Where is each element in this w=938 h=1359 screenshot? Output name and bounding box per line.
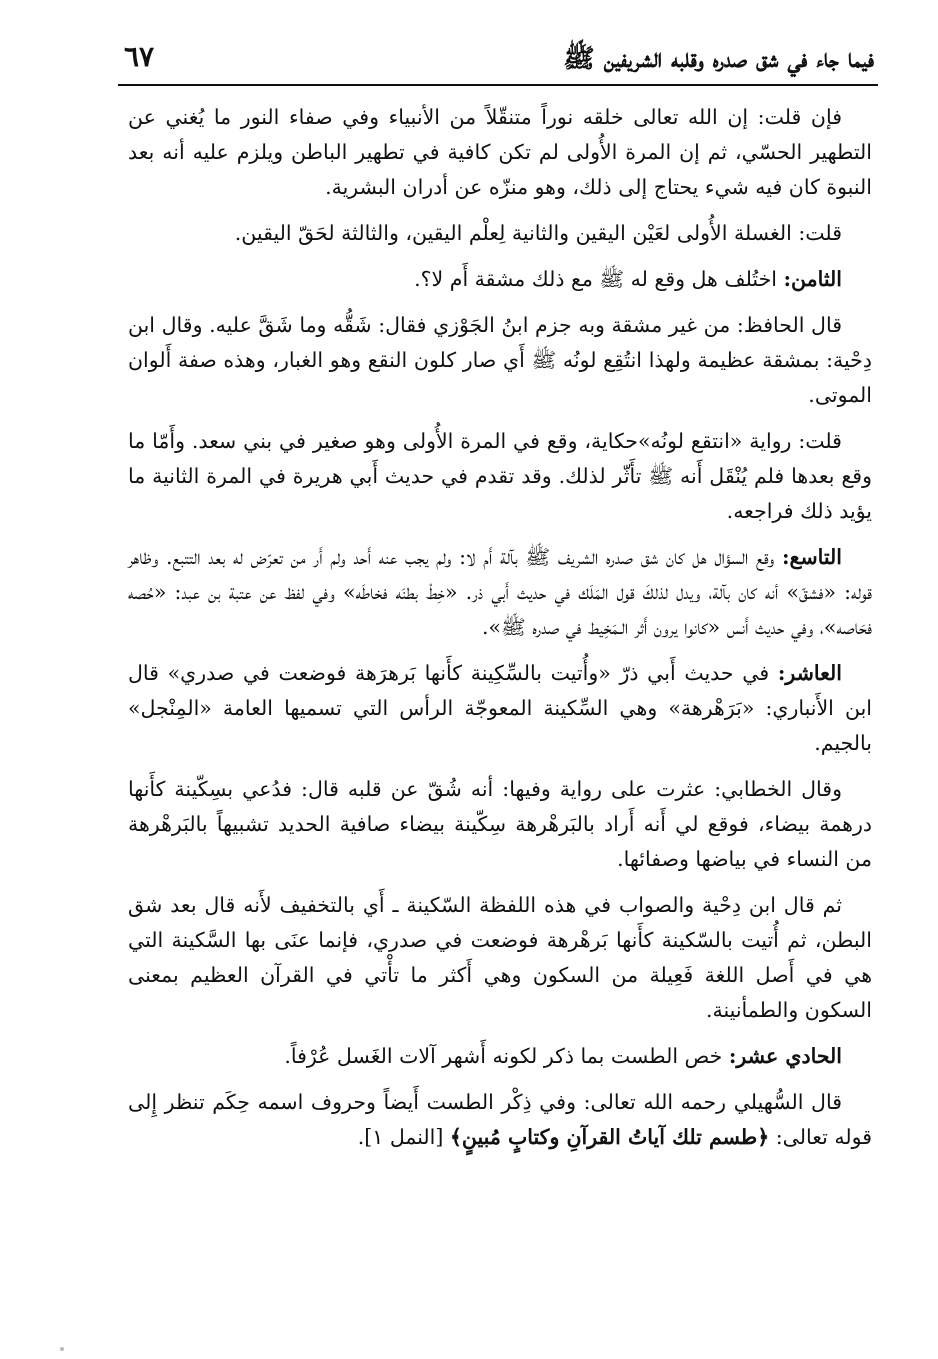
- page-body: [128, 100, 872, 1166]
- paragraph: [128, 424, 872, 529]
- quran-quote: ﴿طسم تلك آياتُ القرآنِ وكتابٍ مُبينٍ﴾: [449, 1125, 770, 1149]
- paragraph: [128, 1085, 872, 1155]
- paragraph-text: قلت: الغسلة الأُولى لعَيْن اليقين والثانية لِعلْم اليقين، والثالثة لحَقّ اليقين.: [234, 221, 842, 245]
- paragraph-text: وقع السؤال هل كان شق صدره الشريف ﷺ بآلة أَم لا: ولم يجب عنه أَحد ولم أَر من تعرّض له بعد التتبع. وظاهر قوله: «فشقّ» أنه كان بآلة، ويدل لذلكَ قول المَلَك في حديث أَبي ذر. «خِطْ بطنَه فخاطَه» وفي لفظ عن عتبة بن عبد: «حُصه فحَاصه»، وفي حديث أَنس «كانوا يرون أَثر الـمَخِيط في صدره ﷺ».: [128, 545, 872, 639]
- paragraph: [128, 100, 872, 205]
- paragraph-lead: التاسع:: [781, 545, 842, 569]
- paragraph-text: قلت: رواية «انتقع لونُه»حكاية، وقع في المرة الأُولى وهو صغير في بني سعد. وأَمّا ما وقع بعدها فلم يُنْقَل أَنه ﷺ تأَثّر لذلك. وقد تقدم في حديث أَبي هريرة في المرة الثانية ما يؤيد ذلك فراجعه.: [128, 429, 872, 523]
- paragraph: [128, 888, 872, 1028]
- paragraph: [128, 308, 872, 413]
- page-header: [118, 38, 878, 86]
- paragraph-lead: الحادي عشر:: [728, 1044, 842, 1068]
- paragraph: [128, 1039, 872, 1074]
- running-head: فيما جاء في شق صدره وقلبه الشريفين ﷺ: [563, 44, 874, 74]
- paragraph: [128, 656, 872, 761]
- paragraph-text: اختُلف هل وقع له ﷺ مع ذلك مشقة أَم لا؟.: [414, 267, 784, 291]
- paragraph-text: قال الحافظ: من غير مشقة وبه جزم ابنُ الجَوْزي فقال: شَقُّه وما شَقَّ عليه. وقال ابن دِحْية: بمشقة عظيمة ولهذا انتُقِع لونُه ﷺ أَي صار كلون النقع وهو الغبار، وهذه صفة أَلوان الموتى.: [128, 313, 872, 407]
- paragraph-text: وقال الخطابي: عثرت على رواية وفيها: أنه شُقّ عن قلبه قال: فدُعي بسِكّينة كأَنها درهمة بيضاء، فوقع لي أَنه أَراد بالبَرهْرهة سِكّينة بيضاء صافية الحديد تشبيهاً بالبَرهْرهة من النساء في بياضها وصفائها.: [128, 777, 872, 871]
- paragraph: [128, 540, 872, 645]
- citation: [النمل ١].: [357, 1125, 450, 1149]
- paragraph-text: ثم قال ابن دِحْية والصواب في هذه اللفظة السّكينة ـ أَي بالتخفيف لأَنه قال بعد شق البطن، ثم أُتيت بالسّكينة كأَنها بَرهْرهة فوضعت في صدري، فإنما عنَى بها السَّكينة التي هي في أَصل اللغة فَعِيلة من السكون وهي أَكثر ما تأْتي في القرآن العظيم بمعنى السكون والطمأنينة.: [128, 893, 872, 1022]
- page-speck: [60, 1347, 64, 1351]
- paragraph: [128, 262, 872, 297]
- paragraph-lead: الثامن:: [783, 267, 842, 291]
- paragraph-text: خص الطست بما ذكر لكونه أَشهر آلات الغَسل عُرْفاً.: [284, 1044, 729, 1068]
- paragraph-text: في حديث أَبي ذرّ «وأُتيت بالسِّكِينة كأَنها بَرهرَهة فوضعت في صدري» قال ابن الأَنباري: «بَرَهْرهة» وهي السِّكينة المعوجّة الرأس التي تسميها العامة «المِنْجل» بالجيم.: [128, 661, 872, 755]
- paragraph-lead: العاشر:: [777, 661, 842, 685]
- paragraph: [128, 216, 872, 251]
- paragraph-text: فإن قلت: إن الله تعالى خلقه نوراً متنقّلاً من الأنبياء وفي صفاء النور ما يُغني عن التطهير الحسّي، ثم إن المرة الأُولى لم تكن كافية في تطهير الباطن ويلزم عليه أنه بعد النبوة كان فيه شيء يحتاج إلى ذلك، وهو منزّه عن أدران البشرية.: [128, 105, 872, 199]
- paragraph: [128, 772, 872, 877]
- paragraph-text: قال السُّهيلي رحمه الله تعالى: وفي ذِكْر الطست أَيضاً وحروف اسمه حِكَم تنظر إِلى قوله تعالى:: [128, 1090, 872, 1149]
- page-number: ٦٧: [124, 40, 155, 73]
